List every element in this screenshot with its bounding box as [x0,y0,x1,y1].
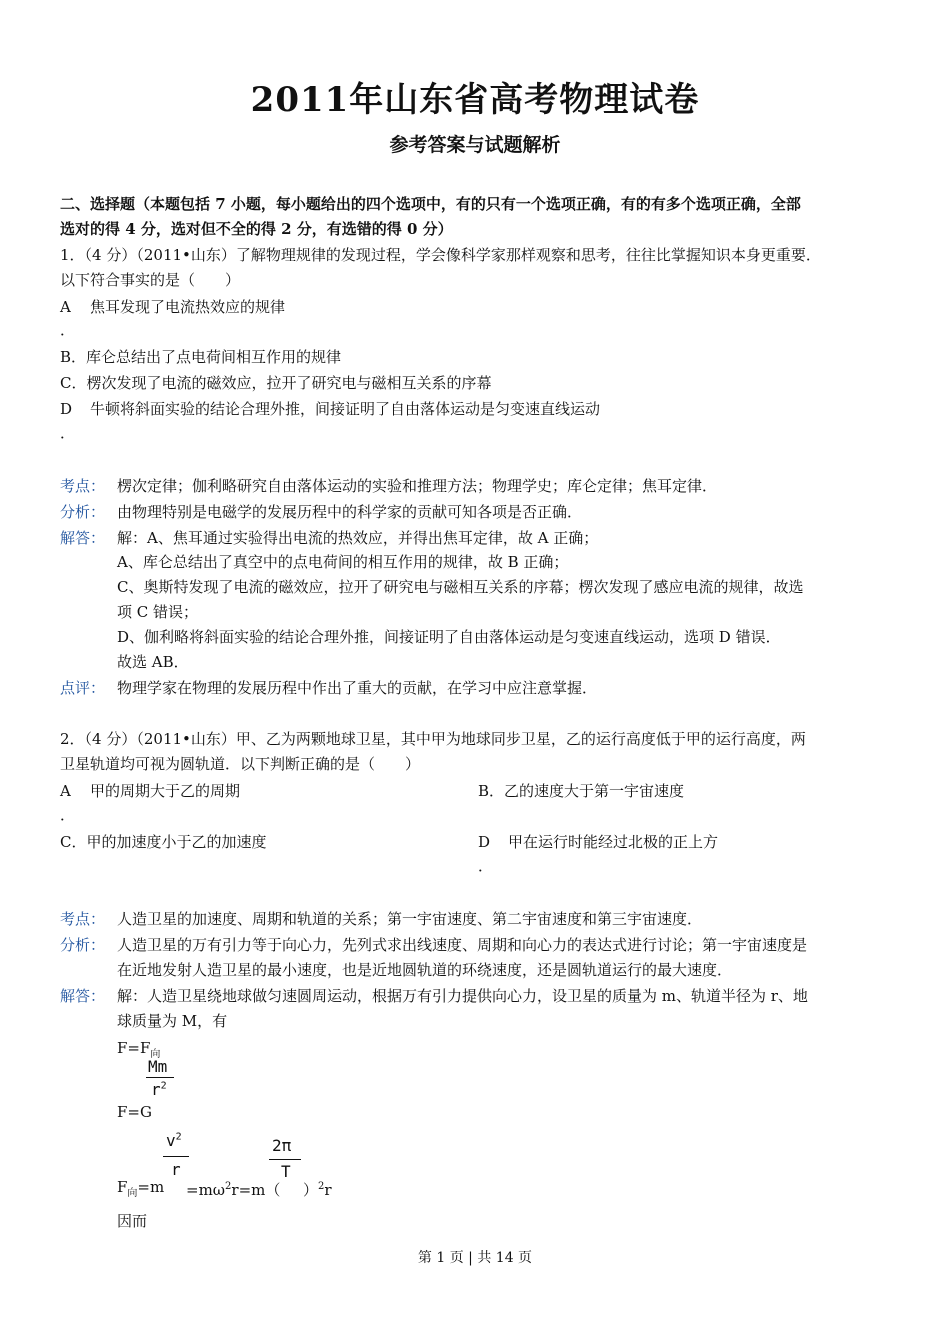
equation-2-numerator: Mm [148,1057,168,1076]
equation-3-t-denominator: T [281,1162,291,1181]
q2-fenxi-label: 分析： [60,936,106,954]
equation-3-eq-m: =m [137,1178,165,1196]
equation-2-denominator-base: r [151,1080,161,1099]
q2-option-d-letter: D [478,833,491,851]
q2-fenxi-line2: 在近地发射人造卫星的最小速度，也是近地圆轨道的环绕速度，还是圆轨道运行的最大速度． [117,961,733,979]
equation-3-r-denominator: r [171,1160,181,1179]
q2-option-a-dot: ． [60,806,76,824]
equation-3-f: F [117,1178,128,1196]
page-footer: 第 1 页 | 共 14 页 [417,1250,533,1266]
section-heading-line2: 选对的得 4 分，选对但不全的得 2 分，有选错的得 0 分） [60,220,453,238]
equation-3-fraction-bar-1 [163,1156,189,1157]
page-title: 2011年山东省高考物理试卷 [250,80,700,120]
equation-3-r-eq-m: r=m（ [231,1181,281,1199]
q1-jieda-label: 解答： [60,529,106,547]
q1-fenxi: 由物理特别是电磁学的发展历程中的科学家的贡献可知各项是否正确． [117,503,583,521]
equation-3-paren-exponent: 2 [318,1181,325,1192]
equation-2-denominator-exponent: 2 [160,1080,167,1092]
q1-option-b: B．库仑总结出了点电荷间相互作用的规律 [60,348,342,366]
equation-3-close-paren: ） [303,1181,319,1199]
q2-jieda-label: 解答： [60,987,106,1005]
q2-option-d-dot: ． [478,857,494,875]
q2-jieda-line2: 球质量为 M，有 [117,1012,228,1030]
q1-jieda-line4: 项 C 错误； [117,603,199,621]
q1-jieda-line1: 解：A、焦耳通过实验得出电流的热效应，并得出焦耳定律，故 A 正确； [117,529,599,547]
q2-option-a: 甲的周期大于乙的周期 [90,782,241,800]
q1-option-c: C．楞次发现了电流的磁效应，拉开了研究电与磁相互关系的序幕 [60,374,492,392]
equation-2-denominator [151,1080,167,1099]
q1-jieda-line3: C、奥斯特发现了电流的磁效应，拉开了研究电与磁相互关系的序幕；楞次发现了感应电流的规律，故选 [117,578,804,596]
q1-option-d: 牛顿将斜面实验的结论合理外推，间接证明了自由落体运动是匀变速直线运动 [90,400,601,418]
q1-option-d-dot: ． [60,424,76,442]
q1-dianping: 物理学家在物理的发展历程中作出了重大的贡献，在学习中应注意掌握． [117,679,598,697]
page-subtitle: 参考答案与试题解析 [389,134,561,156]
q1-dianping-label: 点评： [60,679,106,697]
equation-2-fraction-bar [146,1077,174,1078]
q1-option-a-letter: A [60,298,71,316]
section-heading-line1: 二、选择题（本题包括 7 小题，每小题给出的四个选项中，有的只有一个选项正确，有的有多个选项正确，全部 [60,195,801,213]
equation-3-fraction-bar-2 [269,1159,301,1160]
equation-3-right [303,1177,332,1200]
q1-jieda-line6: 故选 AB． [117,653,189,671]
q2-option-b: B．乙的速度大于第一宇宙速度 [478,782,685,800]
equation-3-lhs [117,1177,164,1204]
equation-3-tail-r: r [324,1181,332,1199]
equation-3-2pi-numerator: 2π [272,1136,292,1155]
q2-option-c: C．甲的加速度小于乙的加速度 [60,833,267,851]
equation-3-m-omega: =mω [186,1181,226,1199]
q2-stem-line2: 卫星轨道均可视为圆轨道．以下判断正确的是（ ） [60,755,421,773]
q1-kaodian-label: 考点： [60,477,106,495]
q2-option-d: 甲在运行时能经过北极的正上方 [508,833,719,851]
equation-2-main: F=G [117,1103,152,1121]
equation-3-v-numerator [166,1131,182,1150]
q1-option-a: 焦耳发现了电流热效应的规律 [90,298,286,316]
q2-jieda-line1: 解：人造卫星绕地球做匀速圆周运动，根据万有引力提供向心力，设卫星的质量为 m、轨道半径为 r、地 [117,987,808,1005]
equation-3-v-exponent: 2 [175,1131,182,1143]
q1-jieda-line5: D、伽利略将斜面实验的结论合理外推，间接证明了自由落体运动是匀变速直线运动，选项 D 错误． [117,628,781,646]
equation-3-middle [186,1177,280,1200]
q2-option-a-letter: A [60,782,71,800]
q2-stem-line1: 2．（4 分）（2011•山东）甲、乙为两颗地球卫星，其中甲为地球同步卫星，乙的运行高度低于甲的运行高度，两 [60,730,806,748]
q1-stem-line1: 1．（4 分）（2011•山东）了解物理规律的发现过程，学会像科学家那样观察和思考，往往比掌握知识本身更重要． [60,246,821,264]
q2-yinger: 因而 [117,1212,148,1230]
q1-jieda-line2: A、库仑总结出了真空中的点电荷间的相互作用的规律，故 B 正确； [117,553,569,571]
equation-1-main: F=F [117,1039,151,1057]
q2-kaodian: 人造卫星的加速度、周期和轨道的关系；第一宇宙速度、第二宇宙速度和第三宇宙速度． [117,910,703,928]
q1-option-d-letter: D [60,400,73,418]
q1-fenxi-label: 分析： [60,503,106,521]
q1-kaodian: 楞次定律；伽利略研究自由落体运动的实验和推理方法；物理学史；库仑定律；焦耳定律． [117,477,718,495]
equation-3-v: v [166,1131,176,1150]
equation-3-omega-exponent: 2 [225,1181,232,1192]
equation-3-subscript: 向 [127,1188,138,1199]
q1-stem-line2: 以下符合事实的是（ ） [60,271,241,289]
q1-option-a-dot: ． [60,321,76,339]
equation-1-subscript: 向 [150,1049,161,1060]
q2-kaodian-label: 考点： [60,910,106,928]
q2-fenxi-line1: 人造卫星的万有引力等于向心力，先列式求出线速度、周期和向心力的表达式进行讨论；第一宇宙速度是 [117,936,808,954]
